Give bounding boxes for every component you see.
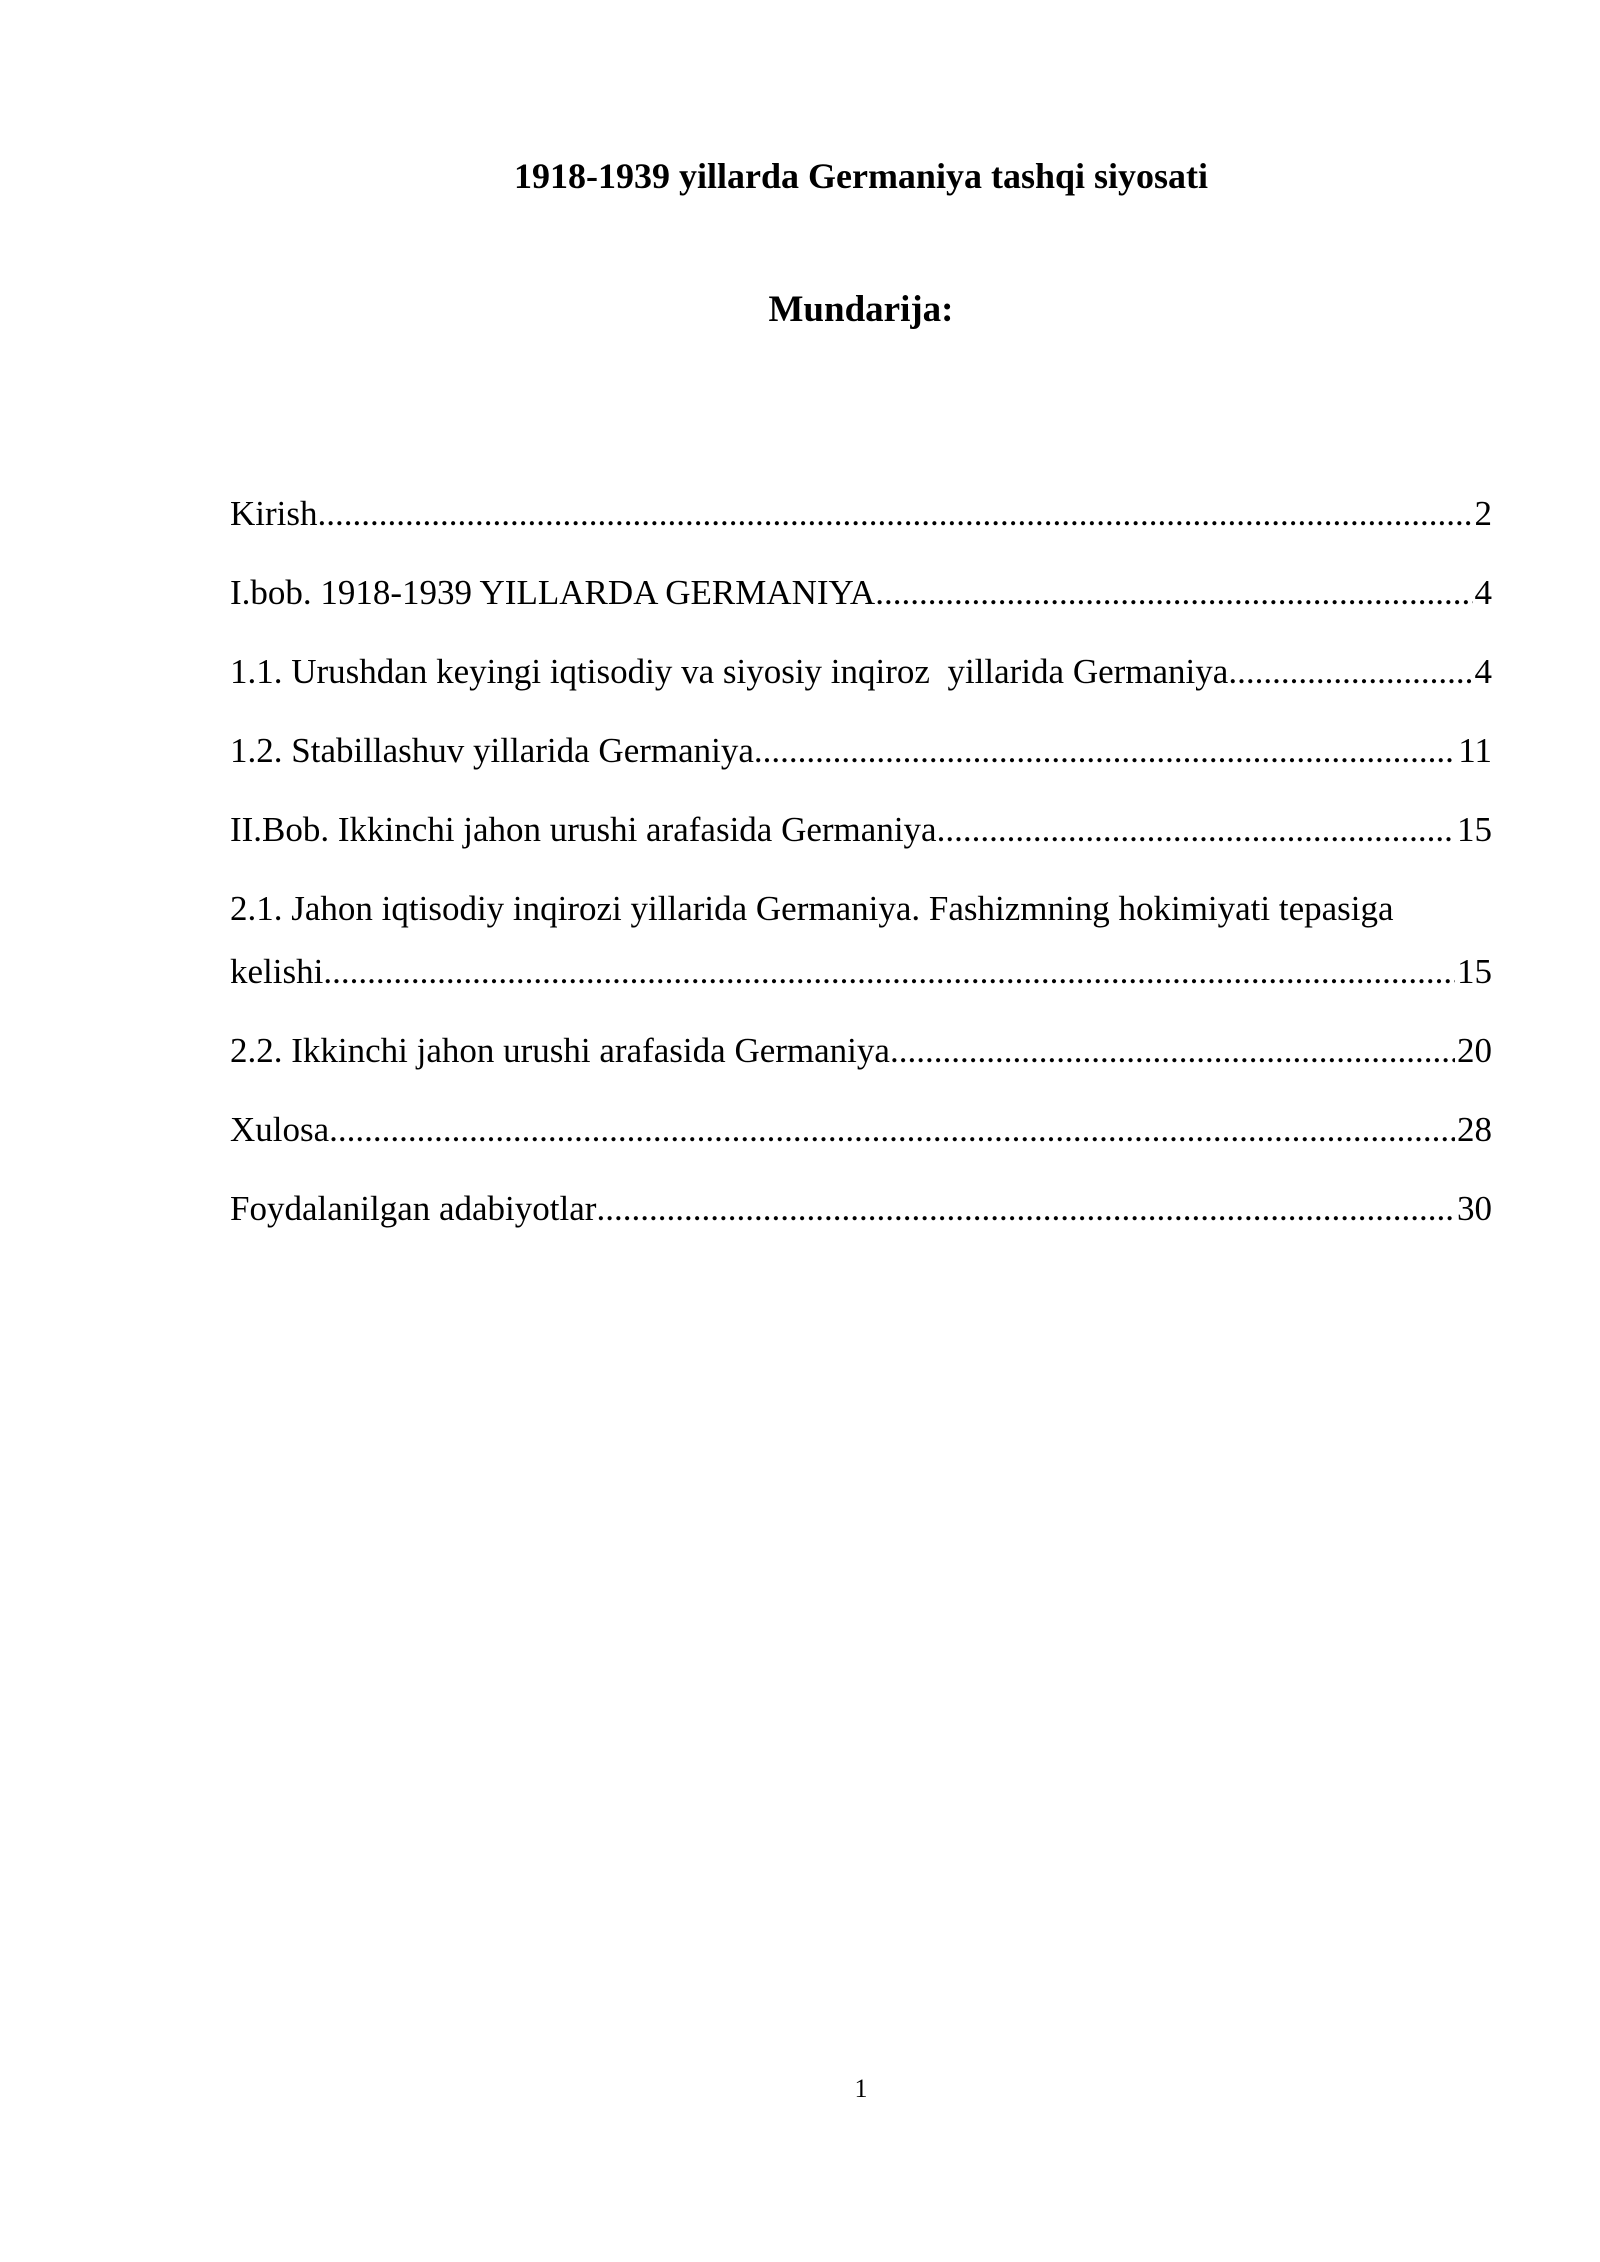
toc-entry-kirish[interactable] (230, 490, 1492, 538)
document-title: 1918-1939 yillarda Germaniya tashqi siyosati (513, 156, 1209, 196)
toc-entry-page: 30 (1457, 1189, 1492, 1228)
toc-leader-dots (596, 1185, 1455, 1233)
toc-entry-page: 15 (1457, 952, 1492, 991)
toc-entry-label: I.bob. 1918-1939 YILLARDA GERMANIYA (230, 573, 876, 612)
toc-entry-bibliography[interactable] (230, 1185, 1492, 1233)
toc-heading: Mundarija: (768, 289, 954, 330)
toc-entry-section-1-2[interactable] (230, 727, 1492, 775)
toc-entry-label-line-2: kelishi (230, 952, 324, 991)
toc-entry-xulosa[interactable] (230, 1106, 1492, 1154)
toc-entry-page: 2 (1474, 494, 1492, 533)
toc-entry-label: II.Bob. Ikkinchi jahon urushi arafasida Germaniya (230, 810, 937, 849)
toc-entry-label: 1.2. Stabillashuv yillarida Germaniya (230, 731, 754, 770)
toc-entry-page: 4 (1474, 652, 1492, 691)
toc-leader-dots (754, 727, 1456, 775)
toc-leader-dots (323, 948, 1455, 996)
toc-entry-label: Xulosa (230, 1110, 330, 1149)
toc-entry-label: 2.2. Ikkinchi jahon urushi arafasida Germaniya (230, 1031, 890, 1070)
page-number: 1 (854, 2074, 868, 2103)
toc-entry-page: 4 (1474, 573, 1492, 612)
toc-leader-dots (1228, 648, 1472, 696)
toc-entry-chapter-1[interactable] (230, 569, 1492, 617)
toc-entry-section-2-1[interactable] (230, 885, 1492, 996)
toc-entry-page: 15 (1457, 810, 1492, 849)
toc-leader-dots (890, 1027, 1455, 1075)
toc-entry-page: 28 (1457, 1110, 1492, 1149)
toc-entry-page: 11 (1458, 731, 1492, 770)
toc-entry-section-1-1[interactable] (230, 648, 1492, 696)
toc-entry-label: Foydalanilgan adabiyotlar (230, 1189, 597, 1228)
toc-entry-label-line-1: 2.1. Jahon iqtisodiy inqirozi yillarida Germaniya. Fashizmning hokimiyati tepasiga (230, 889, 1394, 928)
toc-entry-chapter-2[interactable] (230, 806, 1492, 854)
toc-leader-dots (329, 1106, 1455, 1154)
toc-entry-page: 20 (1457, 1031, 1492, 1070)
toc-entry-label: 1.1. Urushdan keyingi iqtisodiy va siyosiy inqiroz yillarida Germaniya (230, 652, 1229, 691)
table-of-contents (230, 490, 1492, 1228)
toc-leader-dots (318, 490, 1473, 538)
toc-leader-dots (937, 806, 1455, 854)
toc-entry-label: Kirish (230, 494, 318, 533)
toc-leader-dots (875, 569, 1472, 617)
toc-entry-section-2-2[interactable] (230, 1027, 1492, 1075)
